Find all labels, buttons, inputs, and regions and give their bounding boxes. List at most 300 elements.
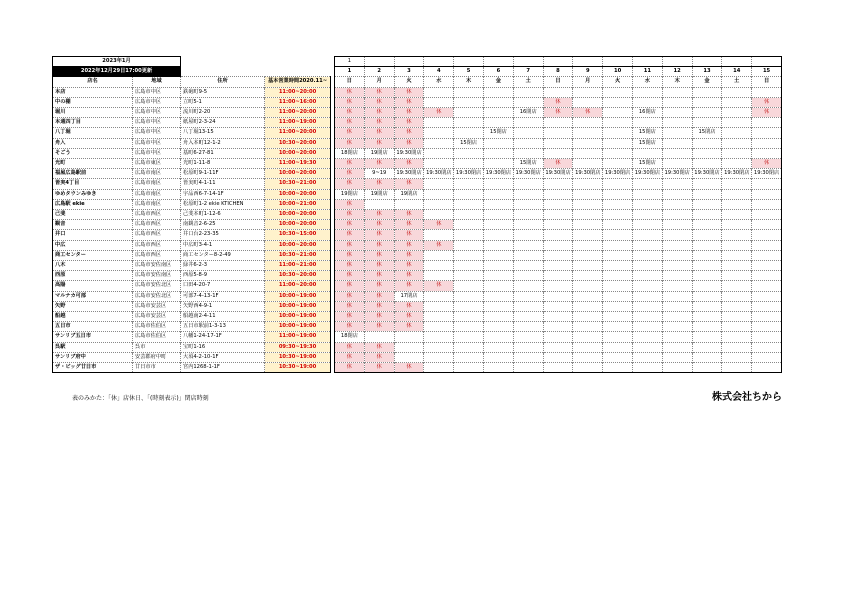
day-cell xyxy=(483,108,513,118)
day-cell xyxy=(692,199,722,209)
day-cell xyxy=(603,138,633,148)
weekday: 金 xyxy=(483,77,513,87)
store-address: 緑井6-2-3 xyxy=(181,261,265,271)
table-row xyxy=(53,342,782,352)
day-cell: 休 xyxy=(394,220,424,230)
day-cell: 休 xyxy=(335,301,365,311)
weekday: 日 xyxy=(335,77,365,87)
day-cell xyxy=(752,342,782,352)
day-cell: 休 xyxy=(335,128,365,138)
column-header-name: 店名 xyxy=(53,77,133,87)
day-cell xyxy=(424,322,454,332)
day-cell xyxy=(483,240,513,250)
day-cell xyxy=(424,342,454,352)
day-cell xyxy=(632,250,662,260)
store-area: 安芸郡府中町 xyxy=(133,352,181,362)
blank-cell xyxy=(722,57,752,67)
store-area: 呉市 xyxy=(133,342,181,352)
day-cell xyxy=(424,301,454,311)
store-name: 矢野 xyxy=(53,301,133,311)
day-cell xyxy=(483,261,513,271)
day-cell xyxy=(424,159,454,169)
day-cell: 17閉店 xyxy=(394,291,424,301)
store-address: 矢野西4-9-1 xyxy=(181,301,265,311)
day-cell xyxy=(424,261,454,271)
store-hours: 10:00~19:00 xyxy=(265,291,331,301)
day-cell xyxy=(752,271,782,281)
day-cell xyxy=(752,332,782,342)
day-cell xyxy=(692,363,722,373)
day-cell: 休 xyxy=(335,261,365,271)
day-cell xyxy=(603,291,633,301)
day-cell xyxy=(692,281,722,291)
day-cell xyxy=(543,301,573,311)
store-hours: 10:00~21:00 xyxy=(265,199,331,209)
blank-cell xyxy=(394,57,424,67)
day-cell xyxy=(603,230,633,240)
day-cell: 18閉店 xyxy=(335,148,365,158)
day-cell xyxy=(752,87,782,97)
day-cell xyxy=(454,118,484,128)
day-cell xyxy=(483,281,513,291)
day-cell xyxy=(662,128,692,138)
day-cell xyxy=(543,118,573,128)
day-cell: 休 xyxy=(424,108,454,118)
day-cell xyxy=(573,179,603,189)
store-hours: 10:30~21:00 xyxy=(265,250,331,260)
store-name: 井口 xyxy=(53,230,133,240)
day-cell xyxy=(513,87,543,97)
day-cell xyxy=(543,261,573,271)
store-name: 本店 xyxy=(53,87,133,97)
day-cell xyxy=(513,363,543,373)
store-hours: 11:00~20:00 xyxy=(265,128,331,138)
day-cell xyxy=(692,261,722,271)
day-cell xyxy=(692,291,722,301)
day-cell xyxy=(573,189,603,199)
day-cell xyxy=(424,138,454,148)
day-cell xyxy=(394,332,424,342)
day-cell xyxy=(662,281,692,291)
day-cell xyxy=(662,159,692,169)
store-address: 宮内1268-1-1F xyxy=(181,363,265,373)
day-cell xyxy=(662,148,692,158)
day-cell xyxy=(513,271,543,281)
store-area: 広島市中区 xyxy=(133,118,181,128)
day-cell xyxy=(632,352,662,362)
blank-cell xyxy=(364,57,394,67)
day-cell xyxy=(722,189,752,199)
day-cell xyxy=(573,301,603,311)
day-cell xyxy=(632,87,662,97)
day-cell: 休 xyxy=(335,322,365,332)
day-cell xyxy=(424,148,454,158)
header-row-title xyxy=(53,57,782,67)
day-cell xyxy=(483,291,513,301)
day-cell xyxy=(632,261,662,271)
store-hours: 10:00~20:00 xyxy=(265,189,331,199)
day-cell: 休 xyxy=(335,159,365,169)
store-area: 広島市南区 xyxy=(133,169,181,179)
store-area: 広島市西区 xyxy=(133,250,181,260)
day-cell xyxy=(632,322,662,332)
table-row xyxy=(53,332,782,342)
day-cell xyxy=(632,312,662,322)
store-address: 八幡1-24-17-1F xyxy=(181,332,265,342)
day-cell: 16閉店 xyxy=(513,108,543,118)
store-address: 南観音2-6-25 xyxy=(181,220,265,230)
store-name: 呉駅 xyxy=(53,342,133,352)
day-cell xyxy=(692,230,722,240)
day-cell: 休 xyxy=(335,240,365,250)
day-cell xyxy=(573,363,603,373)
weekday: 木 xyxy=(662,77,692,87)
store-hours: 11:00~21:00 xyxy=(265,261,331,271)
day-cell: 休 xyxy=(543,159,573,169)
day-cell xyxy=(722,352,752,362)
day-cell xyxy=(752,210,782,220)
store-address: 松原町1-2 ekie KTICHEN xyxy=(181,199,265,209)
store-address: 立町5-1 xyxy=(181,97,265,107)
day-cell xyxy=(573,250,603,260)
day-cell: 休 xyxy=(364,118,394,128)
weekday: 日 xyxy=(543,77,573,87)
weekday: 火 xyxy=(603,77,633,87)
day-cell: 休 xyxy=(364,322,394,332)
store-hours: 10:00~20:00 xyxy=(265,240,331,250)
day-cell xyxy=(573,220,603,230)
day-cell xyxy=(543,220,573,230)
store-address: 中広町3-4-1 xyxy=(181,240,265,250)
day-cell xyxy=(513,352,543,362)
day-cell: 休 xyxy=(364,301,394,311)
day-cell xyxy=(573,271,603,281)
day-cell xyxy=(364,199,394,209)
day-cell xyxy=(662,322,692,332)
day-cell xyxy=(752,128,782,138)
day-cell xyxy=(692,301,722,311)
day-cell xyxy=(454,281,484,291)
day-cell xyxy=(662,189,692,199)
day-cell xyxy=(632,271,662,281)
store-area: 広島市中区 xyxy=(133,108,181,118)
day-cell xyxy=(483,312,513,322)
day-cell: 休 xyxy=(364,352,394,362)
day-cell xyxy=(662,240,692,250)
day-cell xyxy=(603,363,633,373)
day-cell xyxy=(483,352,513,362)
day-cell xyxy=(752,189,782,199)
day-cell xyxy=(752,118,782,128)
day-cell xyxy=(543,240,573,250)
day-cell xyxy=(483,220,513,230)
day-cell: 19:30閉店 xyxy=(394,148,424,158)
day-cell xyxy=(573,97,603,107)
day-cell xyxy=(513,342,543,352)
day-cell: 16閉店 xyxy=(632,108,662,118)
day-number: 13 xyxy=(692,67,722,77)
day-cell xyxy=(454,97,484,107)
day-cell xyxy=(394,352,424,362)
store-address: 紙屋町2-3-24 xyxy=(181,118,265,128)
store-area: 広島市中区 xyxy=(133,128,181,138)
day-cell: 休 xyxy=(364,108,394,118)
day-cell xyxy=(573,128,603,138)
blank-cell xyxy=(543,57,573,67)
day-cell: 休 xyxy=(364,179,394,189)
day-cell: 休 xyxy=(752,97,782,107)
day-cell: 休 xyxy=(424,220,454,230)
column-header-address: 住所 xyxy=(181,77,265,87)
store-hours: 10:00~20:00 xyxy=(265,169,331,179)
store-address: 八丁堀13-15 xyxy=(181,128,265,138)
table-row xyxy=(53,159,782,169)
day-cell: 休 xyxy=(394,281,424,291)
day-number: 4 xyxy=(424,67,454,77)
store-area: 広島市南区 xyxy=(133,199,181,209)
day-cell: 休 xyxy=(752,159,782,169)
day-cell: 休 xyxy=(364,230,394,240)
table-row xyxy=(53,291,782,301)
day-cell xyxy=(632,301,662,311)
day-cell xyxy=(573,342,603,352)
day-cell xyxy=(662,261,692,271)
day-cell xyxy=(424,210,454,220)
day-cell: 休 xyxy=(394,159,424,169)
blank-cell xyxy=(513,57,543,67)
store-hours: 11:00~20:00 xyxy=(265,108,331,118)
store-name: 中広 xyxy=(53,240,133,250)
day-cell xyxy=(543,179,573,189)
store-address: 基町6-27-81 xyxy=(181,148,265,158)
day-cell xyxy=(424,332,454,342)
day-cell xyxy=(603,179,633,189)
day-cell xyxy=(483,87,513,97)
store-area: 広島市安佐北区 xyxy=(133,281,181,291)
store-name: 舟入 xyxy=(53,138,133,148)
day-cell: 休 xyxy=(543,97,573,107)
day-cell xyxy=(543,271,573,281)
day-cell xyxy=(424,291,454,301)
day-cell: 休 xyxy=(394,271,424,281)
day-cell xyxy=(692,271,722,281)
day-number: 12 xyxy=(662,67,692,77)
table-row xyxy=(53,128,782,138)
day-cell xyxy=(543,312,573,322)
day-cell xyxy=(543,210,573,220)
table-row xyxy=(53,199,782,209)
day-cell xyxy=(632,189,662,199)
day-cell xyxy=(662,312,692,322)
day-cell: 19:30閉店 xyxy=(752,169,782,179)
store-name: 光町 xyxy=(53,159,133,169)
table-row xyxy=(53,301,782,311)
day-cell xyxy=(483,342,513,352)
store-area: 広島市安佐北区 xyxy=(133,291,181,301)
store-hours: 10:30~19:00 xyxy=(265,363,331,373)
table-row xyxy=(53,312,782,322)
day-cell xyxy=(424,352,454,362)
day-cell: 休 xyxy=(335,230,365,240)
day-cell xyxy=(483,332,513,342)
day-cell: 休 xyxy=(394,87,424,97)
day-cell xyxy=(692,189,722,199)
day-cell xyxy=(722,342,752,352)
day-cell: 休 xyxy=(335,363,365,373)
day-number: 3 xyxy=(394,67,424,77)
day-cell: 休 xyxy=(394,210,424,220)
day-cell xyxy=(513,312,543,322)
weekday: 日 xyxy=(752,77,782,87)
day-cell xyxy=(752,148,782,158)
day-cell xyxy=(483,179,513,189)
day-number: 11 xyxy=(632,67,662,77)
day-cell: 休 xyxy=(394,179,424,189)
day-cell xyxy=(424,271,454,281)
day-cell xyxy=(543,363,573,373)
day-cell xyxy=(722,250,752,260)
day-cell xyxy=(573,291,603,301)
day-cell xyxy=(573,312,603,322)
weekday: 火 xyxy=(394,77,424,87)
day-cell xyxy=(573,240,603,250)
day-cell xyxy=(692,108,722,118)
day-cell: 休 xyxy=(364,261,394,271)
day-cell xyxy=(454,332,484,342)
day-cell: 19:30閉店 xyxy=(632,169,662,179)
store-hours: 11:00~16:00 xyxy=(265,97,331,107)
day-cell xyxy=(513,97,543,107)
month-number: 1 xyxy=(335,57,365,67)
day-cell xyxy=(752,138,782,148)
header-row-columns xyxy=(53,77,782,87)
day-cell xyxy=(483,210,513,220)
day-cell: 休 xyxy=(364,97,394,107)
day-cell xyxy=(454,220,484,230)
day-cell xyxy=(692,240,722,250)
day-cell xyxy=(603,108,633,118)
day-cell: 休 xyxy=(364,271,394,281)
store-address: 舟入本町12-1-2 xyxy=(181,138,265,148)
day-cell xyxy=(662,332,692,342)
day-cell xyxy=(722,230,752,240)
table-row xyxy=(53,148,782,158)
day-cell xyxy=(752,199,782,209)
day-cell xyxy=(662,97,692,107)
day-cell xyxy=(573,199,603,209)
table-row xyxy=(53,179,782,189)
column-header-area: 地域 xyxy=(133,77,181,87)
day-cell: 休 xyxy=(335,250,365,260)
day-cell xyxy=(752,291,782,301)
day-cell xyxy=(603,322,633,332)
blank-cell xyxy=(454,57,484,67)
day-cell: 休 xyxy=(335,271,365,281)
day-cell: 休 xyxy=(364,342,394,352)
blank-cell xyxy=(181,57,331,67)
day-cell xyxy=(543,342,573,352)
day-cell: 休 xyxy=(394,118,424,128)
store-area: 広島市南区 xyxy=(133,179,181,189)
store-address: 鉄砲町9-5 xyxy=(181,87,265,97)
day-cell: 休 xyxy=(364,240,394,250)
table-row xyxy=(53,250,782,260)
day-cell xyxy=(424,312,454,322)
day-cell xyxy=(632,220,662,230)
day-cell xyxy=(483,148,513,158)
store-address: 己斐本町1-12-6 xyxy=(181,210,265,220)
day-cell xyxy=(603,118,633,128)
day-number: 9 xyxy=(573,67,603,77)
day-cell: 19閉店 xyxy=(394,189,424,199)
day-cell xyxy=(632,332,662,342)
day-cell xyxy=(454,159,484,169)
day-cell: 19:30閉店 xyxy=(662,169,692,179)
day-cell xyxy=(692,250,722,260)
day-cell xyxy=(692,87,722,97)
day-cell xyxy=(394,199,424,209)
day-cell xyxy=(454,250,484,260)
store-area: 広島市安佐南区 xyxy=(133,261,181,271)
day-cell xyxy=(513,230,543,240)
day-cell xyxy=(454,87,484,97)
store-name: 高陽 xyxy=(53,281,133,291)
day-cell: 19:30閉店 xyxy=(483,169,513,179)
day-cell xyxy=(603,87,633,97)
weekday: 土 xyxy=(513,77,543,87)
day-cell xyxy=(692,322,722,332)
day-cell xyxy=(483,250,513,260)
schedule-table xyxy=(52,56,782,373)
day-cell xyxy=(543,199,573,209)
day-cell xyxy=(722,199,752,209)
day-cell xyxy=(454,230,484,240)
day-cell xyxy=(573,118,603,128)
day-cell xyxy=(752,322,782,332)
day-cell xyxy=(722,128,752,138)
day-cell: 18閉店 xyxy=(335,332,365,342)
day-cell: 休 xyxy=(335,87,365,97)
company-name: 株式会社ちから xyxy=(712,392,782,403)
day-cell xyxy=(752,240,782,250)
day-cell: 休 xyxy=(394,363,424,373)
weekday: 金 xyxy=(692,77,722,87)
store-name: ゆめタウンみゆき xyxy=(53,189,133,199)
day-cell xyxy=(573,332,603,342)
header-row-updated xyxy=(53,67,782,77)
day-cell: 19:30閉店 xyxy=(513,169,543,179)
day-cell xyxy=(454,312,484,322)
day-cell xyxy=(603,220,633,230)
day-cell xyxy=(573,159,603,169)
day-cell xyxy=(603,128,633,138)
day-cell xyxy=(483,138,513,148)
day-cell: 休 xyxy=(543,108,573,118)
table-row xyxy=(53,169,782,179)
day-cell: 休 xyxy=(394,138,424,148)
day-cell xyxy=(692,312,722,322)
day-cell xyxy=(692,220,722,230)
store-hours: 09:30~19:30 xyxy=(265,342,331,352)
day-cell xyxy=(662,199,692,209)
day-cell: 休 xyxy=(335,138,365,148)
day-cell xyxy=(513,261,543,271)
day-cell: 休 xyxy=(335,179,365,189)
store-address: 宇品西6-7-14-1F xyxy=(181,189,265,199)
store-hours: 10:00~19:00 xyxy=(265,322,331,332)
day-cell xyxy=(483,189,513,199)
store-name: 中の棚 xyxy=(53,97,133,107)
